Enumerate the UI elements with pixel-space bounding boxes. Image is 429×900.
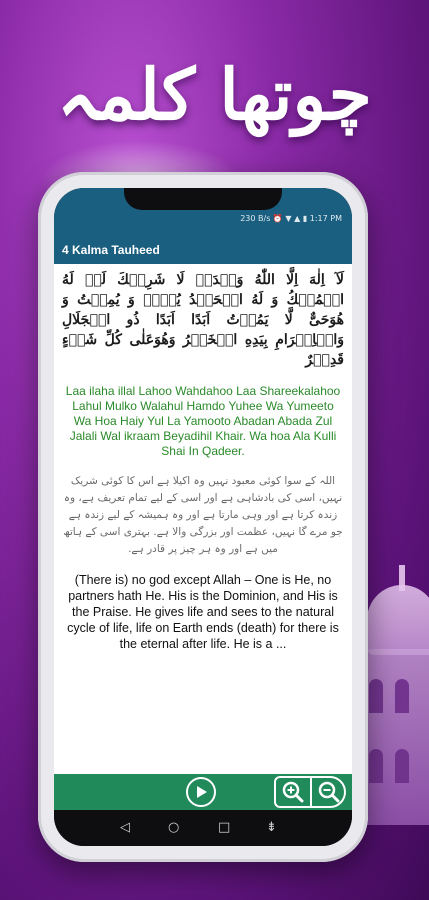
app-title-bar — [54, 236, 352, 264]
mosque-window — [395, 749, 409, 783]
status-right: 230 B/s ⏰ ▼ ▲ ▮ 1:17 PM — [240, 214, 342, 223]
mosque-window — [369, 679, 383, 713]
mosque-window — [395, 679, 409, 713]
zoom-in-button[interactable] — [280, 780, 306, 804]
mosque-window — [369, 749, 383, 783]
urdu-translation: اللہ کے سوا کوئی معبود نہیں وہ اکیلا ہے اس کا کوئی شریک نہیں، اسی کی بادشاہی ہے اور اسی کے لیے تمام تعریف ہے، وہ زندہ کرتا ہے اور وہی مارتا ہے اور وہ ہمیشہ کے لیے زندہ ہے جو مرے گا نہیں، عظمت اور بزرگی والا ہے. بہتری اسی کے ہاتھ میں ہے اور وہ ہر چیز پر قادر ہے. — [63, 475, 343, 555]
phone-screen — [54, 188, 352, 846]
zoom-separator — [310, 778, 312, 806]
mosque-dome — [367, 585, 429, 655]
zoom-out-button[interactable] — [316, 780, 342, 804]
promo-title: چوتھا کلمہ — [57, 53, 372, 136]
arabic-text: لَآ اِلٰهَ اِلَّا اللّٰهُ وَحۡدَہٗ لَا شَرِيۡكَ لَہٗ لَهُ الۡمُلۡكُ وَ لَهُ الۡحَمۡدُ يُحۡىٖ وَ يُمِيۡتُ وَ هُوَحَىٌّ لَّا يَمُوۡتُ اَبَدًا اَبَدًا ذُو الۡجَلَالِ وَالۡاِكۡرَامِ بِيَدِهِ الۡخَيۡرُ وَهُوَعَلٰى كُلِّ شَیۡءٍ قَدِيۡرٌ — [62, 272, 344, 368]
play-circle-icon — [194, 785, 208, 799]
nav-home-button[interactable]: ○ — [168, 820, 180, 835]
nav-back-button[interactable]: ◁ — [120, 820, 130, 835]
nav-recents-button[interactable]: □ — [218, 820, 231, 835]
system-nav-bar — [54, 810, 352, 846]
english-translation: (There is) no god except Allah – One is He, no partners hath He. His is the Dominion, and His is the Praise. He gives life and sees to the natural cycle of life, life on Earth ends (death) for there is the eternal after life. He is a ... — [67, 573, 339, 651]
phone-frame — [38, 172, 368, 862]
zoom-in-icon — [280, 780, 306, 804]
nav-extra-button[interactable]: ⇟ — [266, 820, 277, 835]
bottom-toolbar — [54, 774, 352, 810]
transliteration-text: Laa ilaha illal Lahoo Wahdahoo Laa Shareekalahoo Lahul Mulko Walahul Hamdo Yuhee Wa Yumeeto Wa Hoa Haiy Yul La Yamooto Abadan Abada Zul Jalali Wal ikraam Beyadihil Khair. Wa hoa Ala Kulli Shai In Qadeer. — [65, 384, 341, 458]
phone-notch — [124, 188, 282, 210]
play-button[interactable] — [186, 777, 216, 807]
app-title: 4 Kalma Tauheed — [62, 243, 160, 257]
kalma-content[interactable] — [54, 264, 352, 774]
zoom-controls — [274, 776, 346, 808]
zoom-out-icon — [316, 780, 342, 804]
